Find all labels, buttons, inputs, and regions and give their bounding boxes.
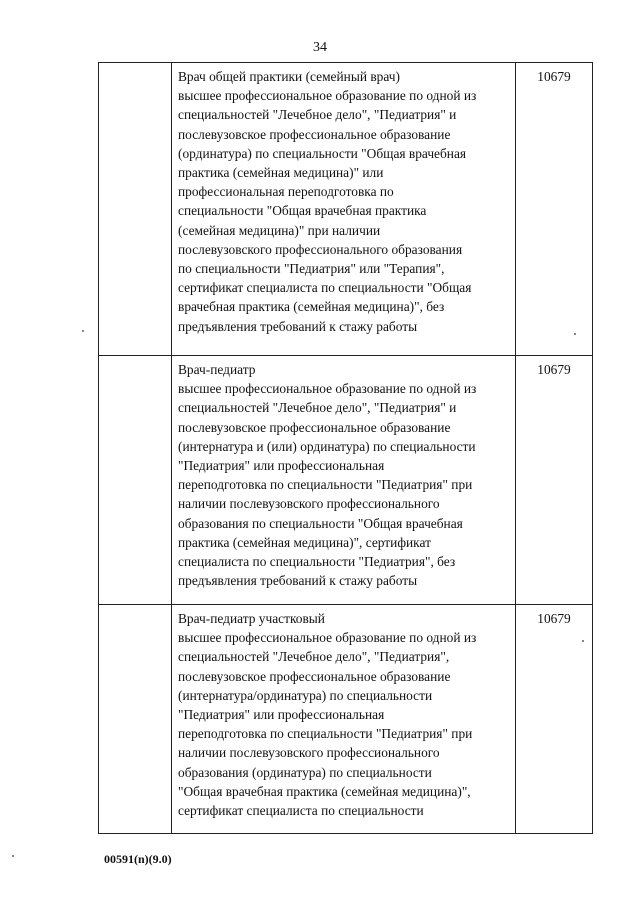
description-line: послевузовское профессиональное образование [178, 126, 451, 142]
empty-cell [99, 63, 172, 356]
description-line: послевузовское профессиональное образование [178, 419, 451, 435]
empty-cell [99, 605, 172, 834]
description-line: врачебная практика (семейная медицина)", без [178, 299, 445, 315]
position-title: Врач-педиатр [178, 362, 256, 377]
description-line: специальностей "Лечебное дело", "Педиатрия", [178, 649, 450, 665]
page-number: 34 [313, 40, 327, 55]
position-code: 10679 [516, 63, 593, 356]
position-code: 10679 [516, 356, 593, 605]
description-line: специальности "Общая врачебная практика [178, 203, 427, 219]
description-line: "Педиатрия" или профессиональная [178, 707, 385, 723]
description-line: высшее профессиональное образование по одной из [178, 630, 477, 646]
description-line: послевузовское профессиональное образование [178, 668, 451, 684]
qualification-description [172, 356, 516, 605]
qualification-description [172, 63, 516, 356]
description-line: переподготовка по специальности "Педиатрия" при [178, 726, 473, 742]
description-line: (интернатура и (или) ординатура) по специальности [178, 438, 476, 454]
description-line: (интернатура/ординатура) по специальности [178, 687, 433, 703]
description-line: образования (ординатура) по специальности [178, 764, 432, 780]
scan-speck [12, 855, 14, 857]
description-line: сертификат специалиста по специальности "Общая [178, 280, 472, 296]
description-line: наличии послевузовского профессионального [178, 496, 440, 512]
description-line: (ординатура) по специальности "Общая врачебная [178, 145, 467, 161]
table-row [99, 356, 593, 605]
description-line: образования по специальности "Общая врачебная [178, 515, 463, 531]
description-line: практика (семейная медицина)", сертификат [178, 534, 431, 550]
table-row [99, 605, 593, 834]
description-line: специальностей "Лечебное дело", "Педиатрия" и [178, 107, 457, 123]
position-title: Врач общей практики (семейный врач) [178, 69, 400, 84]
description-line: высшее профессиональное образование по одной из [178, 88, 477, 104]
description-line: предъявления требований к стажу работы [178, 573, 418, 589]
description-line: "Общая врачебная практика (семейная медицина)", [178, 783, 471, 799]
description-line: сертификат специалиста по специальности [178, 803, 424, 819]
description-line: (семейная медицина)" при наличии [178, 222, 381, 238]
description-line: специальностей "Лечебное дело", "Педиатрия" и [178, 400, 457, 416]
scan-speck [582, 640, 584, 642]
description-line: высшее профессиональное образование по одной из [178, 381, 477, 397]
position-code: 10679 [516, 605, 593, 834]
description-line: предъявления требований к стажу работы [178, 318, 418, 334]
description-line: профессиональная переподготовка по [178, 184, 394, 200]
table-row [99, 63, 593, 356]
qualification-table [98, 62, 593, 834]
footer-document-code: 00591(n)(9.0) [104, 852, 172, 866]
description-line: практика (семейная медицина)" или [178, 165, 384, 181]
scan-speck [82, 330, 84, 332]
scan-speck [574, 333, 576, 335]
description-line: переподготовка по специальности "Педиатрия" при [178, 477, 473, 493]
position-title: Врач-педиатр участковый [178, 611, 325, 626]
description-line: по специальности "Педиатрия" или "Терапия", [178, 261, 445, 277]
description-line: наличии послевузовского профессионального [178, 745, 440, 761]
description-line: послевузовского профессионального образования [178, 241, 463, 257]
empty-cell [99, 356, 172, 605]
description-line: специалиста по специальности "Педиатрия", без [178, 554, 456, 570]
qualification-description [172, 605, 516, 834]
description-line: "Педиатрия" или профессиональная [178, 458, 385, 474]
